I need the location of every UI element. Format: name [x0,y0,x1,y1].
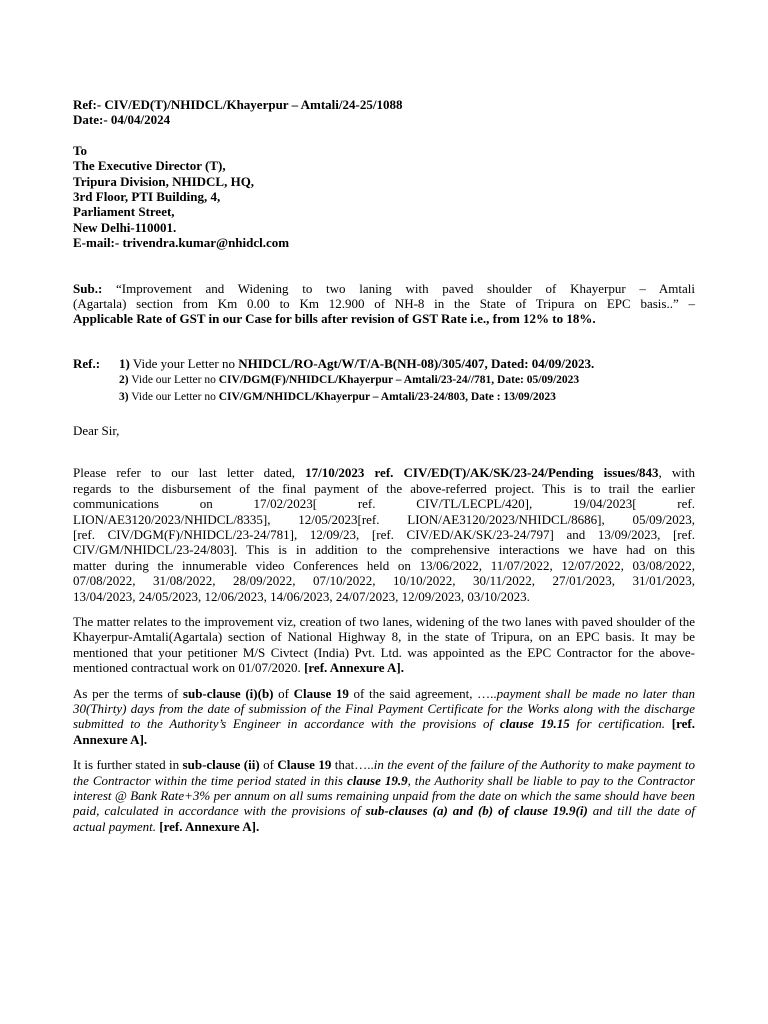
address-line: 3rd Floor, PTI Building, 4, [73,189,221,205]
reference-item: 2) Vide our Letter no CIV/DGM(F)/NHIDCL/Khayerpur – Amtali/23-24//781, Date: 05/09/2023 [119,373,580,386]
last-letter-ref: 17/10/2023 ref. CIV/ED(T)/AK/SK/23-24/Pending issues/843 [305,465,659,481]
annexure-ref: [ref. Annexure A]. [73,716,695,747]
subject-block [73,281,695,327]
reference-item: 1) Vide your Letter no NHIDCL/RO-Agt/W/T/A-B(NH-08)/305/407, Dated: 04/09/2023. [119,355,595,371]
address-line: New Delhi-110001. [73,219,177,235]
annexure-ref: [ref. Annexure A]. [304,660,404,676]
address-to: To [73,142,87,158]
subject-text: (Agartala) section from Km 0.00 to Km 12.900 of NH-8 in the State of Tripura on EPC basis..” – [73,296,695,312]
subject-label: Sub.: [73,280,103,296]
paragraph-2: The matter relates to the improvement viz, creation of two lanes, widening of the two lanes with paved shoulder of the Khayerpur-Amtali(Agartala) section of National Highway 8, in the state of Tripura, on an EPC basis. It may be mentioned that your petitioner M/S Civtect (India) Pvt. Ltd. was appointed as the EPC Contractor for the above-mentioned contractual work on 01/07/2020. [ref. Annexure A]. [73,613,695,676]
subject-text: “Improvement and Widening to two laning with paved shoulder of Khayerpur – Amtali [102,280,695,296]
salutation: Dear Sir, [73,422,120,438]
annexure-ref: [ref. Annexure A]. [156,818,260,834]
letter-date: Date:- 04/04/2024 [73,112,171,128]
address-line: Parliament Street, [73,204,175,220]
reference-number: Ref:- CIV/ED(T)/NHIDCL/Khayerpur – Amtali/24-25/1088 [73,97,403,112]
paragraph-4: It is further stated in sub-clause (ii) of Clause 19 that…..in the event of the failure of the Authority to make payment to the Contractor within the time period stated in this clause 19.9, the Authority shall be liable to pay to the Contractor interest @ Bank Rate+3% per annum on all sums remaining unpaid from the date on which the same should have been paid, calculated in accordance with the provisions of sub-clauses (a) and (b) of clause 19.9(i) and till the date of actual payment. [ref. Annexure A]. [73,757,695,834]
address-line: The Executive Director (T), [73,158,226,174]
letter-page [73,97,695,834]
reference-item: 3) Vide our Letter no CIV/GM/NHIDCL/Khayerpur – Amtali/23-24/803, Date : 13/09/2023 [119,390,556,403]
address-email: E-mail:- trivendra.kumar@nhidcl.com [73,235,290,251]
references-block [73,355,695,406]
subject-gst-text: Applicable Rate of GST in our Case for bills after revision of GST Rate i.e., from 12% to 18%. [73,311,596,327]
paragraph-3: As per the terms of sub-clause (i)(b) of Clause 19 of the said agreement, …..payment shall be made no later than 30(Thirty) days from the date of submission of the Final Payment Certificate for the Works along with the discharge submitted to the Authority’s Engineer in accordance with the provisions of clause 19.15 for certification. [ref. Annexure A]. [73,685,695,747]
recipient-address [73,143,695,251]
address-line: Tripura Division, NHIDCL, HQ, [73,173,255,189]
references-label: Ref.: [73,355,101,371]
paragraph-1: Please refer to our last letter dated, 17/10/2023 ref. CIV/ED(T)/AK/SK/23-24/Pending issues/843, with regards to the disbursement of the final payment of the above-referred project. This is to trail the earlier communications on 17/02/2023[ ref. CIV/TL/LECPL/420], 19/04/2023[ ref. LION/AE3120/2023/NHIDCL/8335], 12/05/2023[ref. LION/AE3120/2023/NHIDCL/8686], 05/09/2023, [ref. CIV/DGM(F)/NHIDCL/23-24/781], 12/09/23, [ref. CIV/ED/AK/SK/23-24/797] and 13/09/2023, [ref. CIV/GM/NHIDCL/23-24/803]. This is in addition to the comprehensive interactions we have had on this matter during the innumerable video Conferences held on 13/06/2022, 11/07/2022, 12/07/2022, 03/08/2022, 07/08/2022, 31/08/2022, 28/09/2022, 07/10/2022, 10/10/2022, 30/11/2022, 27/01/2023, 31/01/2023, 13/04/2023, 24/05/2023, 12/06/2023, 14/06/2023, 24/07/2023, 12/09/2023, 03/10/2023. [73,465,695,604]
